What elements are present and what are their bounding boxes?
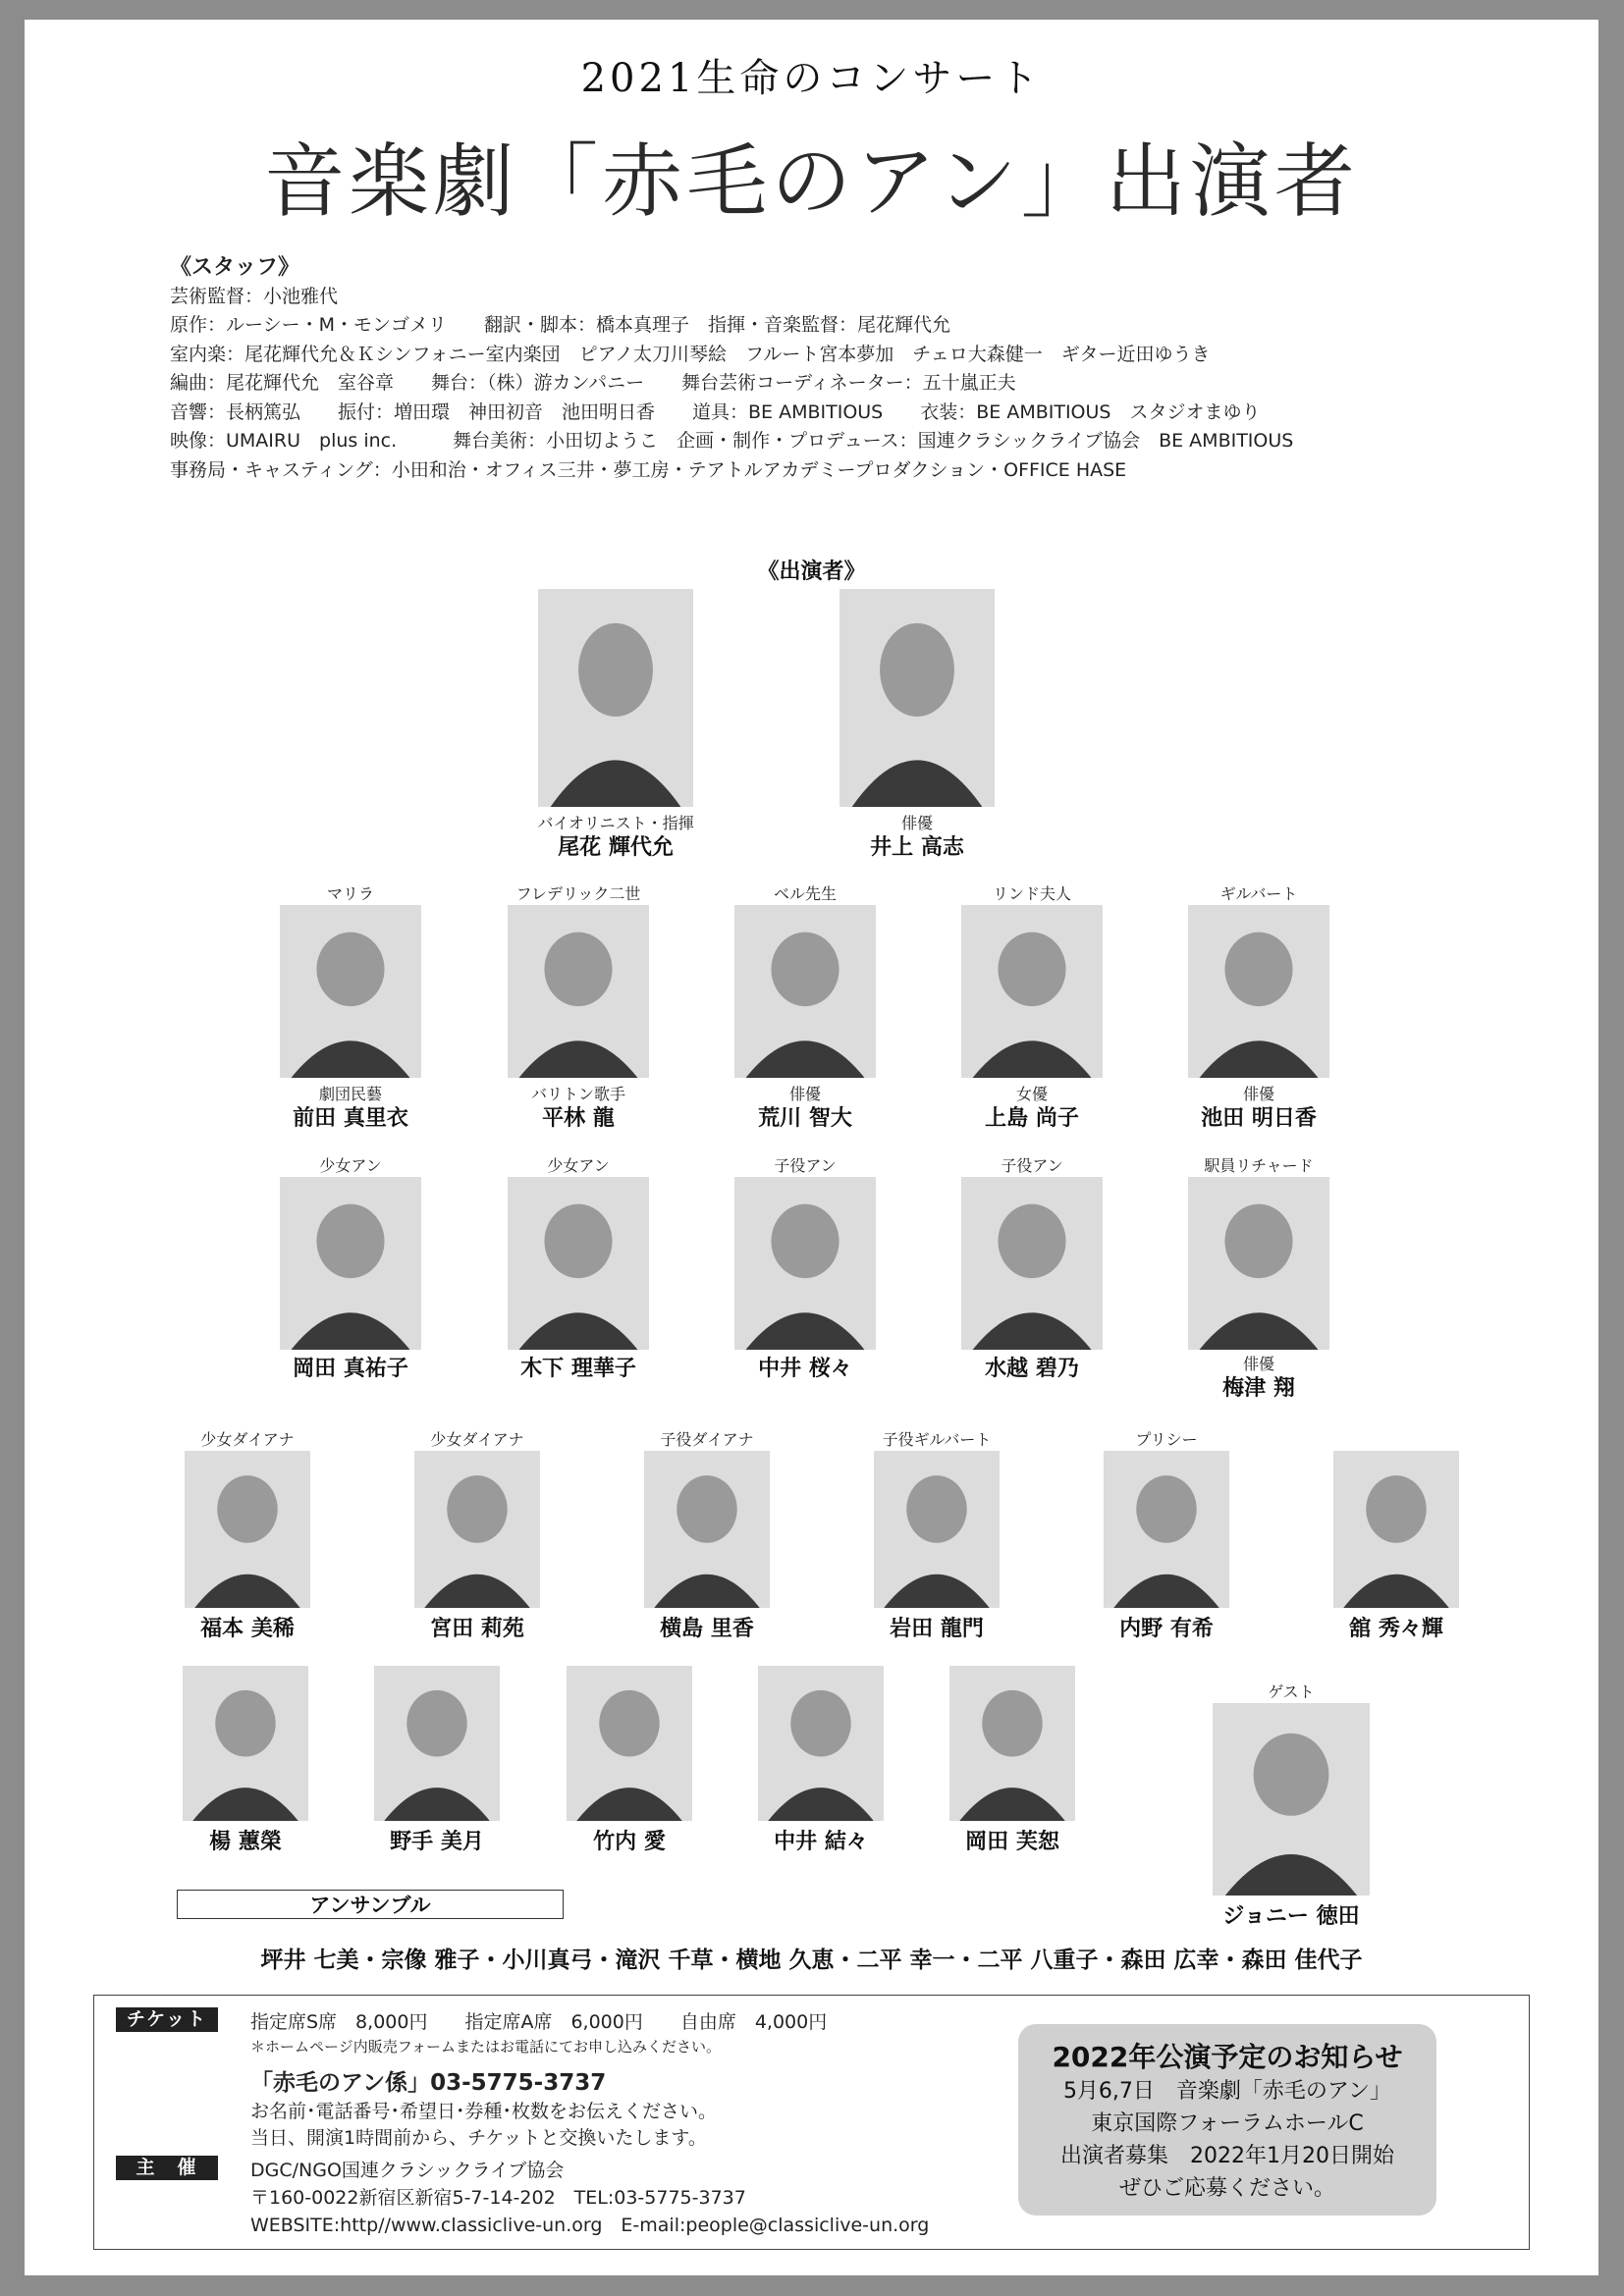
page-title: 音楽劇「赤毛のアン」出演者 (264, 135, 1359, 229)
notice-line: 東京国際フォーラムホールC (1091, 2111, 1364, 2136)
cast-name: 岩田 龍門 (890, 1617, 984, 1641)
portrait-photo (961, 905, 1103, 1078)
cast-card (944, 1155, 1120, 1383)
cast-name: 上島 尚子 (985, 1106, 1079, 1131)
cast-name: 野手 美月 (390, 1830, 484, 1854)
cast-name: 横島 里香 (660, 1617, 754, 1641)
cast-name: 池田 明日香 (1201, 1106, 1317, 1131)
character-label: 子役ギルバート (882, 1430, 992, 1449)
portrait-photo (734, 905, 876, 1078)
staff-line: 芸術監督：小池雅代 (170, 285, 339, 307)
cast-card (399, 1429, 556, 1643)
portrait-photo (567, 1666, 692, 1821)
cast-card (490, 883, 667, 1133)
cast-card (490, 1155, 667, 1383)
cast-card (172, 1666, 319, 1856)
cast-name: 中井 桜々 (758, 1357, 852, 1381)
cast-name: 荒川 智大 (758, 1106, 852, 1131)
character-label: マリラ (326, 884, 374, 903)
cast-card (262, 1155, 439, 1383)
character-label: ギルバート (1219, 884, 1298, 903)
character-label: プリシー (1135, 1430, 1198, 1449)
role-label: 俳優 (1242, 1355, 1274, 1373)
ticket-prices: 指定席S席 8,000円 指定席A席 6,000円 自由席 4,000円 (250, 2011, 828, 2033)
cast-card (628, 1429, 785, 1643)
staff-heading: 《スタッフ》 (170, 255, 300, 280)
organizer-tag: 主 催 (116, 2156, 218, 2180)
portrait-photo (734, 1177, 876, 1350)
ensemble-label: アンサンブル (177, 1890, 564, 1919)
cast-card (858, 1429, 1015, 1643)
cast-card (363, 1666, 511, 1856)
cast-name: 尾花 輝代允 (558, 835, 674, 860)
cast-card (944, 883, 1120, 1133)
cast-card (1318, 1451, 1475, 1643)
portrait-photo (538, 589, 693, 807)
organizer-name: DGC/NGO国連クラシックライブ協会 (250, 2160, 565, 2181)
cast-name: 前田 真里衣 (293, 1106, 408, 1131)
portrait-photo (374, 1666, 500, 1821)
character-label: 子役アン (1001, 1156, 1063, 1175)
notice-line: ぜひご応募ください。 (1118, 2176, 1335, 2201)
cast-name: 平林 龍 (542, 1106, 615, 1131)
organizer-web: WEBSITE:http//www.classiclive-un.org E-mail:people@classiclive-un.org (250, 2215, 930, 2236)
character-label: 少女アン (319, 1156, 382, 1175)
role-label: 女優 (1015, 1085, 1048, 1103)
role-label: 劇団民藝 (318, 1085, 382, 1103)
role-label: バリトン歌手 (530, 1085, 625, 1103)
cast-card (717, 883, 893, 1133)
character-label: ベル先生 (773, 884, 837, 903)
flyer-sheet (25, 20, 1598, 2275)
staff-line: 音響：長柄篤弘 振付：増田環 神田初音 池田明日香 道具：BE AMBITIOUS 衣装：BE AMBITIOUS スタジオまゆり (170, 400, 1261, 423)
portrait-photo (949, 1666, 1075, 1821)
portrait-photo (183, 1666, 308, 1821)
portrait-photo (280, 905, 421, 1078)
cast-name: ジョニー 徳田 (1222, 1904, 1360, 1929)
staff-line: 事務局・キャスティング：小田和治・オフィス三井・夢工房・テアトルアカデミープロダクション・OFFICE HASE (170, 458, 1127, 481)
character-label: 少女ダイアナ (200, 1430, 295, 1449)
portrait-photo (758, 1666, 884, 1821)
cast-card (939, 1666, 1086, 1856)
cast-name: 中井 結々 (774, 1830, 868, 1854)
concert-subtitle: 2021生命のコンサート (580, 56, 1043, 101)
cast-card (1203, 1682, 1380, 1931)
character-label: 子役アン (774, 1156, 837, 1175)
notice-line: 出演者募集 2022年1月20日開始 (1060, 2144, 1394, 2168)
cast-card (1170, 1155, 1347, 1403)
role-label: 俳優 (900, 814, 933, 832)
ticket-exchange: 当日、開演1時間前から、チケットと交換いたします。 (250, 2127, 707, 2149)
cast-card (839, 589, 996, 862)
ensemble-names: 坪井 七美・宗像 雅子・小川真弓・滝沢 千草・横地 久恵・二平 幸一・二平 八重子・森田 広幸・森田 佳代子 (260, 1948, 1363, 1973)
cast-name: 梅津 翔 (1222, 1376, 1295, 1401)
cast-card (1088, 1429, 1245, 1643)
portrait-photo (839, 589, 995, 807)
cast-card (169, 1429, 326, 1643)
character-label: リンド夫人 (992, 884, 1071, 903)
cast-name: 舘 秀々輝 (1349, 1617, 1443, 1641)
staff-line: 原作：ルーシー・M・モンゴメリ 翻訳・脚本：橋本真理子 指揮・音楽監督：尾花輝代允 (170, 314, 951, 336)
cast-card (537, 589, 694, 862)
staff-credits (170, 253, 1293, 485)
cast-card (262, 883, 439, 1133)
role-label: バイオリニスト・指揮 (537, 814, 694, 832)
staff-line: 編曲：尾花輝代允 室谷章 舞台：（株）游カンパニー 舞台芸術コーディネーター：五十嵐正夫 (170, 372, 1016, 394)
staff-line: 室内楽：尾花輝代允＆Ｋシンフォニー室内楽団 ピアノ太刀川琴絵 フルート宮本夢加 チェロ大森健一 ギター近田ゆうき (170, 343, 1211, 365)
cast-card (1170, 883, 1347, 1133)
cast-name: 水越 碧乃 (985, 1357, 1079, 1381)
notice-title: 2022年公演予定のお知らせ (1052, 2041, 1403, 2073)
character-label: 少女アン (547, 1156, 610, 1175)
cast-name: 井上 高志 (870, 835, 964, 860)
ticket-contact: 「赤毛のアン係」03-5775-3737 (250, 2070, 607, 2096)
character-label: フレデリック二世 (515, 884, 641, 903)
notice-box (1018, 2024, 1436, 2216)
ticket-tag: チケット (116, 2007, 218, 2032)
cast-name: 福本 美稀 (200, 1617, 295, 1641)
cast-card (747, 1666, 894, 1856)
cast-heading: 《出演者》 (757, 560, 866, 584)
character-label: 少女ダイアナ (430, 1430, 524, 1449)
notice-line: 5月6,7日 音楽劇「赤毛のアン」 (1062, 2079, 1392, 2104)
ticket-note: ＊ホームページ内販売フォームまたはお電話にてお申し込みください。 (250, 2038, 721, 2056)
cast-card (556, 1666, 703, 1856)
portrait-photo (508, 905, 649, 1078)
character-label: 駅員リチャード (1204, 1156, 1314, 1175)
portrait-photo (508, 1177, 649, 1350)
portrait-photo (1188, 1177, 1329, 1350)
portrait-photo (874, 1451, 1000, 1608)
staff-line: 映像：UMAIRU plus inc. 舞台美術：小田切ようこ 企画・制作・プロデュース：国連クラシックライブ協会 BE AMBITIOUS (170, 430, 1294, 452)
portrait-photo (1213, 1703, 1370, 1896)
cast-name: 楊 蕙榮 (209, 1830, 282, 1854)
role-label: 俳優 (1242, 1085, 1274, 1103)
portrait-photo (1104, 1451, 1229, 1608)
portrait-photo (414, 1451, 540, 1608)
portrait-photo (961, 1177, 1103, 1350)
cast-name: 竹内 愛 (593, 1830, 666, 1854)
cast-name: 岡田 芙恕 (965, 1830, 1059, 1854)
portrait-photo (280, 1177, 421, 1350)
role-label: 俳優 (788, 1085, 821, 1103)
portrait-photo (1333, 1451, 1459, 1608)
cast-card (717, 1155, 893, 1383)
portrait-photo (644, 1451, 770, 1608)
cast-name: 内野 有希 (1119, 1617, 1214, 1641)
character-label: 子役ダイアナ (660, 1430, 754, 1449)
cast-name: 宮田 莉苑 (430, 1617, 524, 1641)
guest-label: ゲスト (1268, 1682, 1315, 1701)
cast-name: 岡田 真祐子 (293, 1357, 408, 1381)
organizer-address: 〒160-0022新宿区新宿5-7-14-202 TEL:03-5775-3737 (250, 2187, 746, 2209)
ticket-instructions: お名前･電話番号･希望日･券種･枚数をお伝えください。 (250, 2101, 718, 2122)
portrait-photo (1188, 905, 1329, 1078)
portrait-photo (185, 1451, 310, 1608)
cast-name: 木下 理華子 (520, 1357, 636, 1381)
